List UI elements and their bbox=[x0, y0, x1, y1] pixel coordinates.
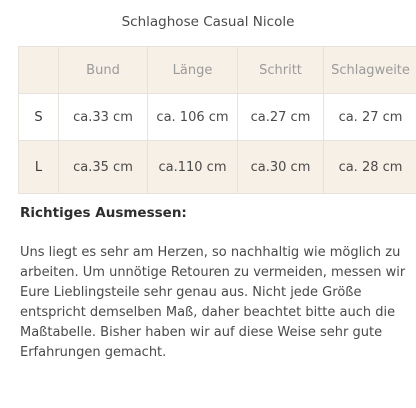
table-cell-bund: ca.33 cm bbox=[59, 94, 148, 141]
size-table bbox=[18, 46, 416, 194]
table-header-schritt: Schritt bbox=[238, 47, 324, 94]
measuring-heading: Richtiges Ausmessen: bbox=[20, 205, 187, 221]
table-row bbox=[19, 94, 416, 141]
page-title: Schlaghose Casual Nicole bbox=[121, 14, 295, 30]
table-cell-laenge: ca. 106 cm bbox=[148, 94, 238, 141]
table-header-laenge: Länge bbox=[148, 47, 238, 94]
table-cell-schlagweite: ca. 27 cm bbox=[324, 94, 416, 141]
table-header-corner bbox=[19, 47, 59, 94]
table-cell-schlagweite: ca. 28 cm bbox=[324, 141, 416, 194]
table-cell-laenge: ca.110 cm bbox=[148, 141, 238, 194]
table-cell-schritt: ca.30 cm bbox=[238, 141, 324, 194]
table-header-row bbox=[19, 47, 416, 94]
table-header-bund: Bund bbox=[59, 47, 148, 94]
size-label: L bbox=[19, 141, 59, 194]
table-header-schlagweite: Schlagweite bbox=[324, 47, 416, 94]
table-cell-bund: ca.35 cm bbox=[59, 141, 148, 194]
table-cell-schritt: ca.27 cm bbox=[238, 94, 324, 141]
measuring-text: Uns liegt es sehr am Herzen, so nachhaltig wie möglich zu arbeiten. Um unnötige Retouren zu vermeiden, messen wir Eure Lieblingsteile sehr genau aus. Nicht jede Größe entspricht demselben Maß, daher beachtet bitte auch die Maßtabelle. Bisher haben wir auf diese Weise sehr gute Erfahrungen gemacht. bbox=[20, 245, 406, 360]
table-row bbox=[19, 141, 416, 194]
size-label: S bbox=[19, 94, 59, 141]
